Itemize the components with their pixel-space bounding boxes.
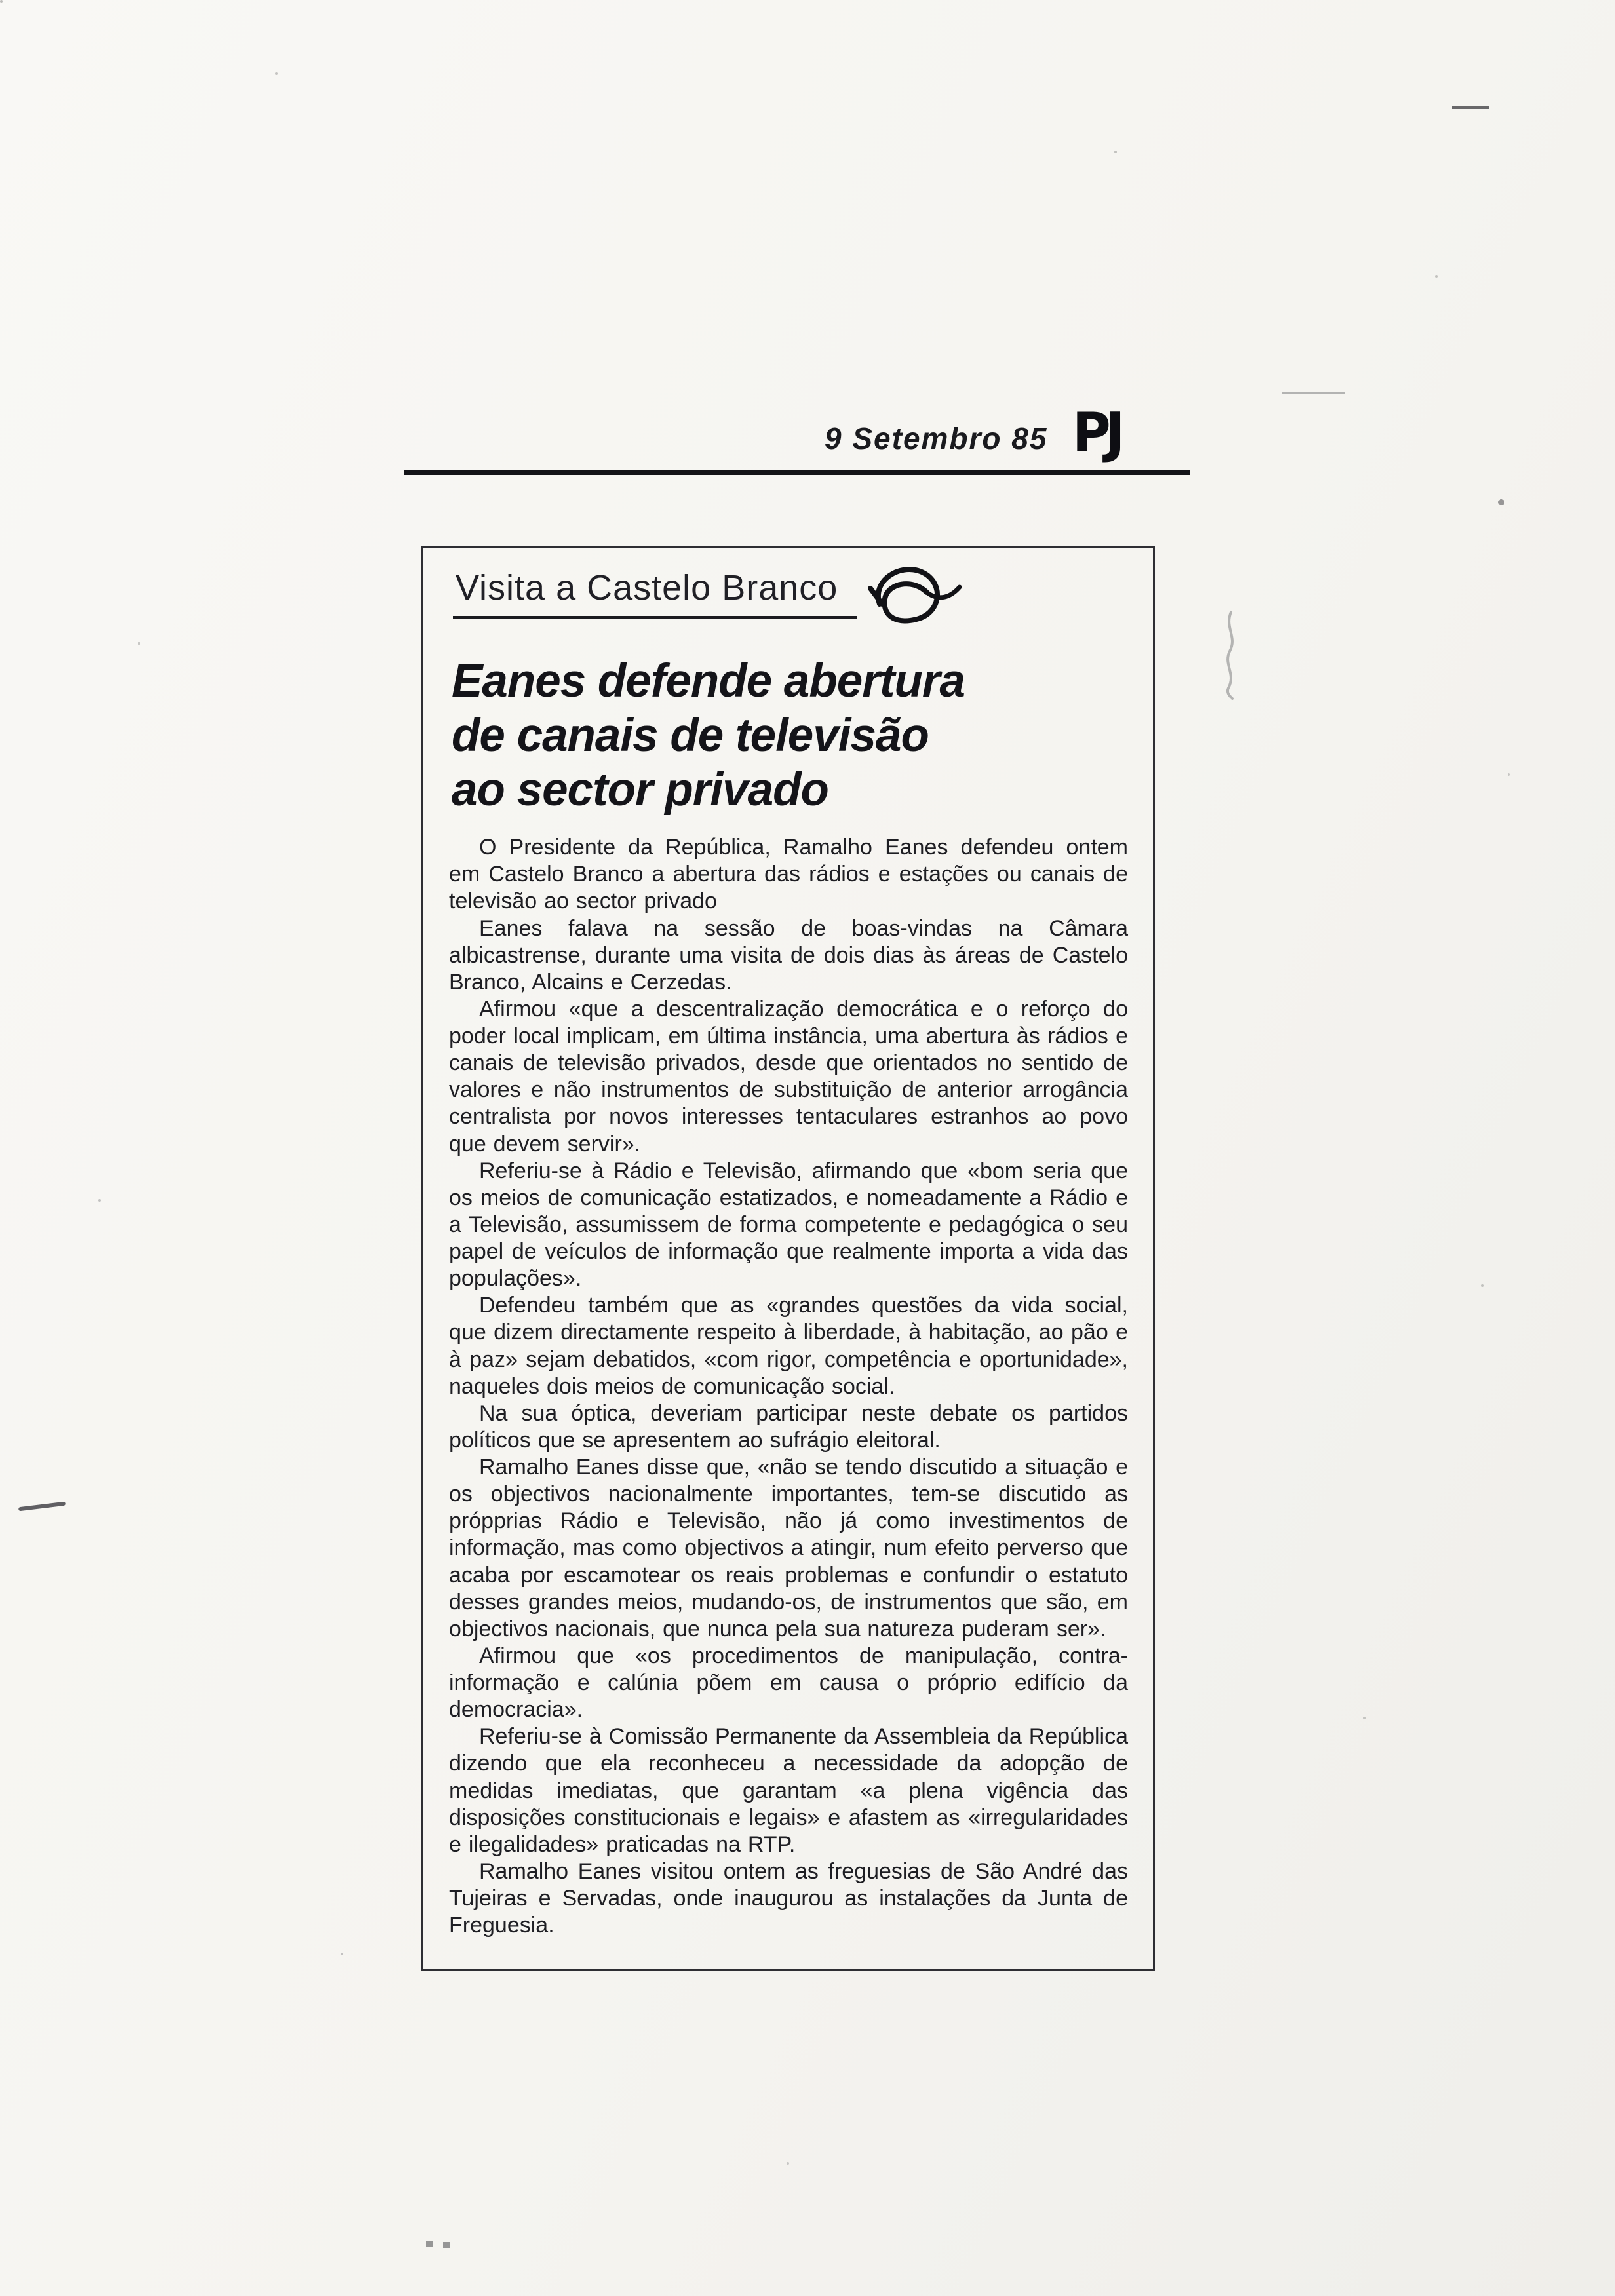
article-paragraph: Referiu-se à Rádio e Televisão, afirmando que «bom seria que os meios de comunicação estatizados, e nomeadamente a Rádio e a Televisão, assumissem de forma competente e pedagógica o seu papel de veículos de informação que realmente importa a vida das populações».: [449, 1158, 1128, 1292]
scan-artifact: [18, 1502, 66, 1512]
scan-artifact: [1452, 106, 1489, 109]
margin-pen-squiggle: [1211, 608, 1251, 700]
scan-artifact: [1498, 499, 1504, 505]
headline-line: ao sector privado: [452, 764, 828, 816]
article-paragraph: O Presidente da República, Ramalho Eanes defendeu ontem em Castelo Branco a abertura das rádios e estações ou canais de televisão ao sector privado: [449, 835, 1128, 914]
article-kicker: Visita a Castelo Branco: [453, 567, 857, 619]
page-date: 9 Setembro 85: [825, 421, 1048, 455]
article-paragraph: Defendeu também que as «grandes questões da vida social, que dizem directamente respeito à liberdade, à habitação, ao pão e à paz» sejam debatidos, «com rigor, competência e oportunidade», naqueles dois meios de comunicação social.: [449, 1293, 1128, 1399]
article-paragraph: Na sua óptica, deveriam participar neste debate os partidos políticos que se apresentem ao sufrágio eleitoral.: [449, 1400, 1128, 1453]
scan-artifact: [426, 2241, 433, 2247]
article-paragraph: Eanes falava na sessão de boas-vindas na Câmara albicastrense, durante uma visita de dois dias às áreas de Castelo Branco, Alcains e Cerzedas.: [449, 915, 1128, 995]
scan-artifact: [1282, 392, 1345, 394]
article-paragraph: Afirmou que «os procedimentos de manipulação, contra-informação e calúnia põem em causa o próprio edifício da democracia».: [449, 1643, 1128, 1723]
masthead-rule: [404, 470, 1190, 475]
kicker-row: [453, 567, 1128, 636]
article-paragraph: Referiu-se à Comissão Permanente da Assembleia da República dizendo que ela reconheceu a necessidade da adopção de medidas imediatas, que garantam «a plena vigência das disposições constitucionais e legais» e afastem as «irregularidades e ilegalidades» praticadas na RTP.: [449, 1724, 1128, 1857]
article-paragraph: Ramalho Eanes visitou ontem as freguesias de São André das Tujeiras e Servadas, onde inaugurou as instalações da Junta de Freguesia.: [449, 1858, 1128, 1938]
headline-line: Eanes defende abertura: [452, 655, 965, 707]
article-clipping: [421, 546, 1155, 1971]
article-headline: [452, 654, 1128, 817]
article-body: [449, 834, 1128, 1939]
article-paragraph: Ramalho Eanes disse que, «não se tendo discutido a situação e os objectivos nacionalmente importantes, tem-se discutido as própprias Rádio e Televisão, não já como investimentos de informação, mas como objectivos a atingir, num efeito perverso que acaba por escamotear os reais problemas e confundir o estatuto desses grandes meios, mudando-os, de instrumentos que são, em objectivos nacionais, que nunca pela sua natureza puderam ser».: [449, 1455, 1128, 1641]
article-paragraph: Afirmou «que a descentralização democrática e o reforço do poder local implicam, em última instância, uma abertura às rádios e canais de televisão privados, desde que orientados no sentido de valores e não instrumentos de substituição de anterior arrogância centralista por novos interesses tentaculares estranhos ao povo que devem servir».: [449, 996, 1128, 1157]
headline-line: de canais de televisão: [452, 710, 929, 762]
handwritten-doodle: [866, 558, 965, 636]
publication-logo: PJ: [1072, 401, 1120, 465]
